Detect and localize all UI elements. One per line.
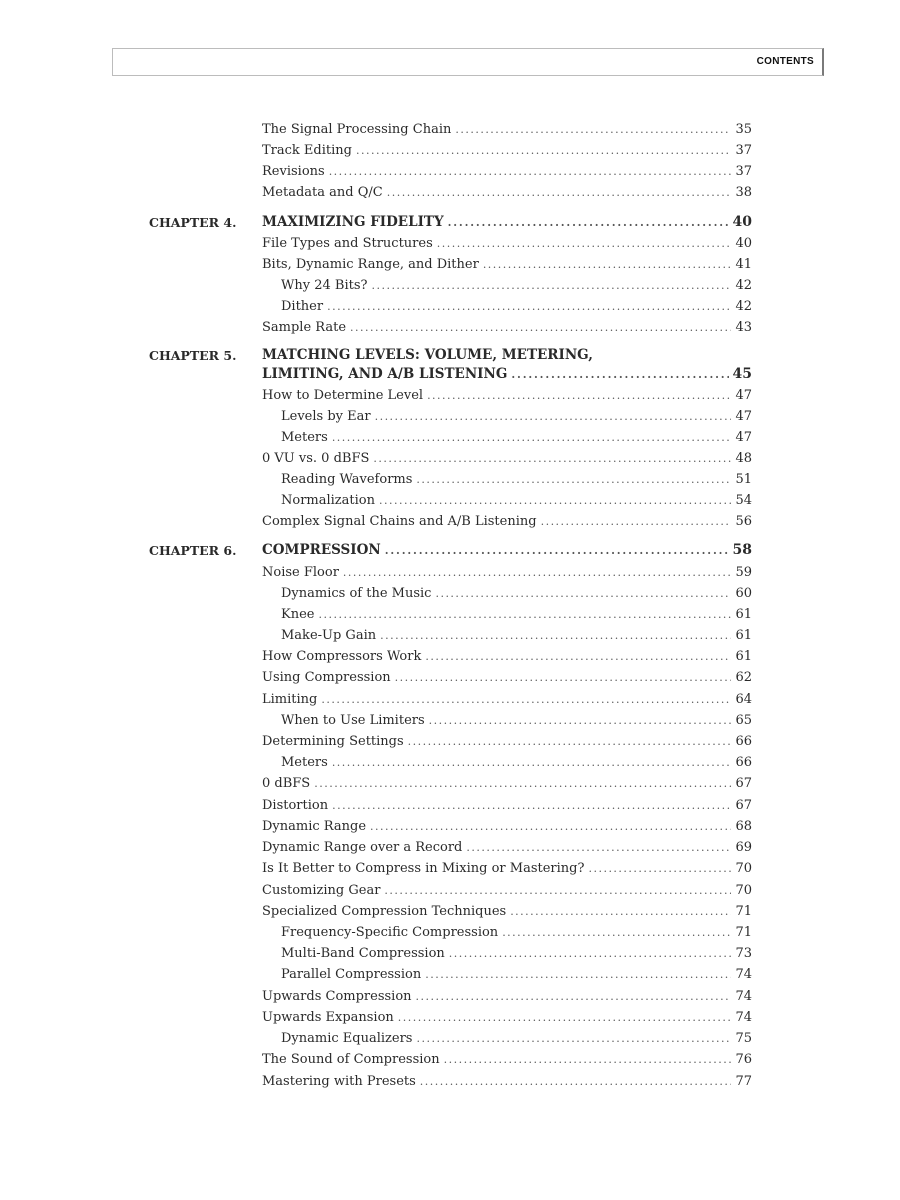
dot-leader xyxy=(327,296,731,317)
dot-leader xyxy=(437,233,732,254)
toc-subentry[interactable] xyxy=(281,922,752,943)
dot-leader xyxy=(541,511,732,532)
entry-page: 68 xyxy=(735,819,752,834)
entry-title: Meters xyxy=(281,430,328,445)
entry-page: 71 xyxy=(735,925,752,940)
dot-leader xyxy=(448,212,729,233)
entry-page: 73 xyxy=(735,946,752,961)
toc-entry[interactable] xyxy=(262,667,752,688)
dot-leader xyxy=(588,858,731,879)
entry-title: Metadata and Q/C xyxy=(262,185,383,200)
entry-page: 41 xyxy=(735,257,752,272)
entry-page: 42 xyxy=(735,278,752,293)
entry-title: Noise Floor xyxy=(262,565,339,580)
entry-title: Distortion xyxy=(262,798,329,813)
chapter-5-label: CHAPTER 5. xyxy=(149,348,237,363)
toc-entry[interactable] xyxy=(262,182,752,203)
dot-leader xyxy=(385,540,729,561)
entry-page: 77 xyxy=(735,1074,752,1089)
dot-leader xyxy=(449,943,732,964)
entry-title: Dither xyxy=(281,299,324,314)
entry-title: Parallel Compression xyxy=(281,967,422,982)
dot-leader xyxy=(444,1049,732,1070)
entry-title: Using Compression xyxy=(262,670,391,685)
entry-title: Sample Rate xyxy=(262,320,347,335)
entry-page: 47 xyxy=(735,409,752,424)
entry-page: 61 xyxy=(735,649,752,664)
dot-leader xyxy=(395,667,732,688)
dot-leader xyxy=(314,773,731,794)
dot-leader xyxy=(321,689,731,710)
chapter-title: MAXIMIZING FIDELITY xyxy=(262,214,444,230)
entry-page: 60 xyxy=(735,586,752,601)
entry-title: Mastering with Presets xyxy=(262,1074,416,1089)
dot-leader xyxy=(425,646,731,667)
entry-page: 66 xyxy=(735,755,752,770)
toc-entry[interactable] xyxy=(262,795,752,816)
toc-entry[interactable] xyxy=(262,858,752,879)
entry-page: 47 xyxy=(735,430,752,445)
entry-title: 0 VU vs. 0 dBFS xyxy=(262,451,370,466)
dot-leader xyxy=(332,427,732,448)
entry-page: 37 xyxy=(735,143,752,158)
toc-entry[interactable] xyxy=(262,562,752,583)
dot-leader xyxy=(425,964,731,985)
dot-leader xyxy=(416,986,732,1007)
toc-entry[interactable] xyxy=(262,1071,752,1092)
toc-entry[interactable] xyxy=(262,837,752,858)
entry-title: The Signal Processing Chain xyxy=(262,122,452,137)
toc-subentry[interactable] xyxy=(281,1028,752,1049)
entry-title: How Compressors Work xyxy=(262,649,422,664)
header-label: CONTENTS xyxy=(756,56,814,67)
toc-subentry[interactable] xyxy=(281,752,752,773)
toc-subentry[interactable] xyxy=(281,406,752,427)
dot-leader xyxy=(375,406,732,427)
entry-title: Why 24 Bits? xyxy=(281,278,368,293)
chapter-page: 45 xyxy=(732,366,752,382)
entry-title: Dynamic Range over a Record xyxy=(262,840,463,855)
dot-leader xyxy=(371,275,731,296)
entry-title: Reading Waveforms xyxy=(281,472,413,487)
toc-subentry[interactable] xyxy=(281,710,752,731)
toc-entry[interactable] xyxy=(262,816,752,837)
chapter-title: COMPRESSION xyxy=(262,542,381,558)
chapter-page: 58 xyxy=(732,542,752,558)
dot-leader xyxy=(380,625,731,646)
entry-title: The Sound of Compression xyxy=(262,1052,440,1067)
dot-leader xyxy=(416,1028,731,1049)
chapter-5-title-line1[interactable]: MATCHING LEVELS: VOLUME, METERING, xyxy=(262,347,593,363)
entry-page: 47 xyxy=(735,388,752,403)
toc-entry[interactable] xyxy=(262,880,752,901)
entry-title: Normalization xyxy=(281,493,375,508)
toc-subentry[interactable] xyxy=(281,583,752,604)
dot-leader xyxy=(387,182,732,203)
entry-title: Bits, Dynamic Range, and Dither xyxy=(262,257,479,272)
dot-leader xyxy=(373,448,731,469)
entry-page: 37 xyxy=(735,164,752,179)
dot-leader xyxy=(502,922,731,943)
toc-entry[interactable] xyxy=(262,119,752,140)
entry-page: 67 xyxy=(735,776,752,791)
entry-page: 74 xyxy=(735,1010,752,1025)
dot-leader xyxy=(416,469,731,490)
dot-leader xyxy=(370,816,731,837)
toc-entry[interactable] xyxy=(262,689,752,710)
toc-entry[interactable] xyxy=(262,448,752,469)
entry-page: 38 xyxy=(735,185,752,200)
entry-title: Is It Better to Compress in Mixing or Mastering? xyxy=(262,861,585,876)
toc-entry[interactable] xyxy=(262,986,752,1007)
toc-entry[interactable] xyxy=(262,254,752,275)
toc-entry[interactable] xyxy=(262,731,752,752)
dot-leader xyxy=(356,140,731,161)
chapter-6-label: CHAPTER 6. xyxy=(149,543,237,558)
dot-leader xyxy=(398,1007,732,1028)
entry-title: Levels by Ear xyxy=(281,409,371,424)
entry-title: Meters xyxy=(281,755,328,770)
dot-leader xyxy=(350,317,731,338)
entry-page: 43 xyxy=(735,320,752,335)
toc-subentry[interactable] xyxy=(281,490,752,511)
toc-entry[interactable] xyxy=(262,317,752,338)
toc-entry[interactable] xyxy=(262,161,752,182)
toc-subentry[interactable] xyxy=(281,469,752,490)
toc-entry[interactable] xyxy=(262,901,752,922)
entry-page: 69 xyxy=(735,840,752,855)
dot-leader xyxy=(429,710,732,731)
entry-page: 67 xyxy=(735,798,752,813)
entry-title: Specialized Compression Techniques xyxy=(262,904,507,919)
entry-page: 62 xyxy=(735,670,752,685)
chapter-title: LIMITING, AND A/B LISTENING xyxy=(262,366,508,382)
entry-page: 70 xyxy=(735,883,752,898)
dot-leader xyxy=(329,161,732,182)
entry-page: 74 xyxy=(735,967,752,982)
entry-title: Frequency-Specific Compression xyxy=(281,925,499,940)
entry-page: 51 xyxy=(735,472,752,487)
entry-page: 66 xyxy=(735,734,752,749)
entry-page: 71 xyxy=(735,904,752,919)
entry-title: Revisions xyxy=(262,164,325,179)
entry-title: Track Editing xyxy=(262,143,352,158)
toc-entry[interactable] xyxy=(262,646,752,667)
entry-title: Dynamic Range xyxy=(262,819,367,834)
entry-title: Complex Signal Chains and A/B Listening xyxy=(262,514,537,529)
entry-title: How to Determine Level xyxy=(262,388,424,403)
entry-title: Limiting xyxy=(262,692,318,707)
toc-entry[interactable] xyxy=(262,1049,752,1070)
entry-title: Determining Settings xyxy=(262,734,404,749)
entry-title: Customizing Gear xyxy=(262,883,381,898)
toc-subentry[interactable] xyxy=(281,275,752,296)
entry-title: 0 dBFS xyxy=(262,776,311,791)
entry-page: 61 xyxy=(735,628,752,643)
entry-title: Knee xyxy=(281,607,315,622)
dot-leader xyxy=(318,604,731,625)
entry-page: 42 xyxy=(735,299,752,314)
chapter-4-label: CHAPTER 4. xyxy=(149,215,237,230)
entry-title: File Types and Structures xyxy=(262,236,433,251)
toc-subentry[interactable] xyxy=(281,604,752,625)
dot-leader xyxy=(420,1071,732,1092)
entry-page: 74 xyxy=(735,989,752,1004)
entry-page: 61 xyxy=(735,607,752,622)
entry-title: When to Use Limiters xyxy=(281,713,425,728)
dot-leader xyxy=(332,795,731,816)
entry-title: Multi-Band Compression xyxy=(281,946,445,961)
entry-title: Dynamic Equalizers xyxy=(281,1031,413,1046)
dot-leader xyxy=(408,731,732,752)
entry-page: 75 xyxy=(735,1031,752,1046)
toc-subentry[interactable] xyxy=(281,943,752,964)
dot-leader xyxy=(483,254,732,275)
dot-leader xyxy=(379,490,731,511)
dot-leader xyxy=(510,901,731,922)
dot-leader xyxy=(343,562,732,583)
toc-subentry[interactable] xyxy=(281,296,752,317)
toc-entry[interactable] xyxy=(262,233,752,254)
entry-title: Upwards Compression xyxy=(262,989,412,1004)
dot-leader xyxy=(466,837,731,858)
entry-page: 35 xyxy=(735,122,752,137)
entry-page: 59 xyxy=(735,565,752,580)
toc-entry[interactable] xyxy=(262,140,752,161)
toc-subentry[interactable] xyxy=(281,625,752,646)
toc-entry[interactable] xyxy=(262,385,752,406)
dot-leader xyxy=(384,880,731,901)
toc-subentry[interactable] xyxy=(281,964,752,985)
chapter-5-title-entry[interactable] xyxy=(262,364,752,385)
toc-entry[interactable] xyxy=(262,773,752,794)
entry-page: 64 xyxy=(735,692,752,707)
entry-page: 48 xyxy=(735,451,752,466)
entry-page: 76 xyxy=(735,1052,752,1067)
dot-leader xyxy=(427,385,731,406)
dot-leader xyxy=(455,119,731,140)
toc-subentry[interactable] xyxy=(281,427,752,448)
entry-title: Upwards Expansion xyxy=(262,1010,394,1025)
chapter-4-title-entry[interactable] xyxy=(262,212,752,233)
entry-title: Dynamics of the Music xyxy=(281,586,432,601)
toc-entry[interactable] xyxy=(262,1007,752,1028)
entry-page: 70 xyxy=(735,861,752,876)
dot-leader xyxy=(332,752,732,773)
toc-entry[interactable] xyxy=(262,511,752,532)
dot-leader xyxy=(511,364,728,385)
entry-title: Make-Up Gain xyxy=(281,628,377,643)
entry-page: 65 xyxy=(735,713,752,728)
chapter-6-title-entry[interactable] xyxy=(262,540,752,561)
entry-page: 56 xyxy=(735,514,752,529)
chapter-page: 40 xyxy=(732,214,752,230)
entry-page: 54 xyxy=(735,493,752,508)
entry-page: 40 xyxy=(735,236,752,251)
dot-leader xyxy=(435,583,731,604)
